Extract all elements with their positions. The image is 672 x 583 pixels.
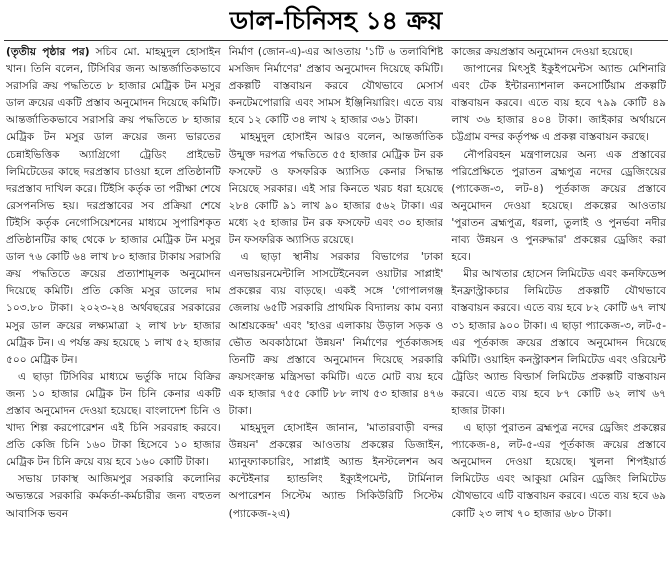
paragraph: নৌপরিবহন মন্ত্রণালয়ের অন্য এক প্রস্তাবের পরিপ্রেক্ষিতে পুরাতন ব্রহ্মপুত্র নদের ড্রেজিংয়ের (প্যাকেজ-৩, লট-৪) পূর্তকাজ ক্রয়ের প্রস্তাবে অনুমোদন দেওয়া হয়েছে। প্রকল্পের আওতায় 'পুরাতন ব্রহ্মপুত্র, ধরলা, তুলাই ও পুনর্ভবা নদীর নাব্য উন্নয়ন ও পুনরুদ্ধার' প্রকল্পের ড্রেজিং করা হবে।: [451, 148, 666, 264]
paragraph: নির্মাণ (জোন-এ)-এর আওতায় '১টি ৬ তলাবিশিষ্ট মসজিদ নির্মাণের' প্রস্তাব অনুমোদন দিয়েছে কমিটি। প্রকল্পটি বাস্তবায়ন করবে যৌথভাবে মেসার্স কনটেমপোরারি এবং সামস ইঞ্জিনিয়ারিং। এতে ব্যয় হবে ১২ কোটি ৩৪ লাখ ২ হাজার ৩৬১ টাকা।: [228, 46, 444, 127]
headline: ডাল-চিনিসহ ১৪ ক্রয়: [229, 6, 443, 35]
paragraph-text: সচিব মো. মাহমুদুল হোসাইন খান। তিনি বলেন, টিসিবির জন্য আন্তর্জাতিকভাবে সরাসরি ক্রয় পদ্ধতিতে ৮ হাজার মেট্রিক টন মসুর ডাল ক্রয়ের একটি প্রস্তাব অনুমোদন দিয়েছে কমিটি। আন্তর্জাতিকভাবে সরাসরি ক্রয় পদ্ধতিতে ৮ হাজার মেট্রিক টন মসুর ডাল ক্রয়ের জন্য ভারতের চেন্নাইভিত্তিক অ্যাগ্রিগো ট্রেডিং প্রাইভেট লিমিটেডের কাছে দরপ্রস্তাব চাওয়া হলে প্রতিষ্ঠানটি দরপ্রস্তাব দাখিল করে। টিইসি কর্তৃক তা পরীক্ষা শেষে রেসপনসিভ হয়। দরপ্রস্তাবের সব প্রক্রিয়া শেষে টিইসি কর্তৃক নেগোসিয়েশনের মাধ্যমে সুপারিশকৃত প্রতিষ্ঠানটির কাছ থেকে ৮ হাজার মেট্রিক টন মসুর ডাল ৭৬ কোটি ৬৪ লাখ ৮০ হাজার টাকায় সরাসরি ক্রয় পদ্ধতিতে ক্রয়ের প্রত্যাশামূলক অনুমোদন দিয়েছে কমিটি। প্রতি কেজি মসুর ডালের দাম ১০৩.৮০ টাকা। ২০২৩-২৪ অর্থবছরের সরকারের মসুর ডাল ক্রয়ের লক্ষ্যমাত্রা ২ লাখ ৮৮ হাজার মেট্রিক টন। এ পর্যন্ত ক্রয় হয়েছে ১ লাখ ৫২ হাজার ৫০০ মেট্রিক টন।: [6, 46, 221, 366]
headline-rule: [4, 40, 668, 41]
paragraph: কাজের ক্রয়প্রস্তাব অনুমোদন দেওয়া হয়েছে।: [451, 46, 633, 58]
article-body: [6, 44, 666, 580]
paragraph: মাহমুদুল হোসাইন জানান, 'মাতারবাড়ী বন্দর উন্নয়ন' প্রকল্পের আওতায় প্রকল্পের ডিজাইন, ম্যানুফ্যাকচারিং, সাপ্লাই অ্যান্ড ইনস্টলেশন অব কন্টেইনার হ্যান্ডলিং ইক্যুইপমেন্ট, টার্মিনাল অপারেশন সিস্টেম অ্যান্ড সিকিউরিটি সিস্টেম (প্যাকেজ-২এ): [228, 422, 444, 520]
paragraph: [6, 44, 221, 369]
continued-from-label: (তৃতীয় পৃষ্ঠার পর): [6, 46, 90, 58]
paragraph: এ ছাড়া পুরাতন ব্রহ্মপুত্র নদের ড্রেজিং প্রকল্পের প্যাকেজ-৪, লট-৫-এর পূর্তকাজ ক্রয়ের প্রস্তাবে অনুমোদন দেওয়া হয়েছে। খুলনা শিপইয়ার্ড লিমিটেড এবং আকুয়া মেরিন ড্রেজিং লিমিটেড যৌথভাবে এটি বাস্তবায়ন করবে। এতে ব্যয় হবে ৬৯ কোটি ২৩ লাখ ৭০ হাজার ৬৮০ টাকা।: [451, 422, 666, 520]
column-2: [229, 44, 444, 580]
column-3: [451, 44, 666, 580]
paragraph: সভায় ঢাকাস্থ আজিমপুর সরকারি কলোনির অভ্যন্তরে সরকারি কর্মকর্তা-কর্মচারীর জন্য বহুতল আবাসিক ভবন: [6, 473, 221, 520]
paragraph: মীর আখতার হোসেন লিমিটেড এবং কনফিডেন্স ইনফ্রাস্ট্রাকচার লিমিটেড প্রকল্পটি যৌথভাবে বাস্তবায়ন করবে। এতে ব্যয় হবে ৮২ কোটি ৬৭ লাখ ৩১ হাজার ৯০০ টাকা। এ ছাড়া প্যাকেজ-৩, লট-৫-এর পূর্তকাজ ক্রয়ের প্রস্তাবে অনুমোদন দিয়েছে কমিটি। ওয়াহিদ কনস্ট্রাকশন লিমিটেড এবং ওরিয়েন্ট ট্রেডিং অ্যান্ড বিল্ডার্স লিমিটেড প্রকল্পটি বাস্তবায়ন করবে। এতে ব্যয় হবে ৮৭ কোটি ৬২ লাখ ৬৭ হাজার টাকা।: [451, 268, 666, 417]
paragraph: মাহমুদুল হোসাইন আরও বলেন, আন্তর্জাতিক উন্মুক্ত দরপত্র পদ্ধতিতে ৫৫ হাজার মেট্রিক টন রক ফসফেট ও ফসফরিক অ্যাসিড কেনার সিদ্ধান্ত নিয়েছে সরকার। এই সার কিনতে খরচ ধরা হয়েছে ২৮৪ কোটি ৯১ লাখ ৯০ হাজার ৫৬২ টাকা। এর মধ্যে ২৫ হাজার টন রক ফসফেট এবং ৩০ হাজার টন ফসফরিক অ্যাসিড রয়েছে।: [228, 131, 444, 247]
column-1: [6, 44, 221, 580]
paragraph: এ ছাড়া স্থানীয় সরকার বিভাগের 'ঢাকা এনভায়রনমেন্টালি সাসটেইনেবল ওয়াটার সাপ্লাই' প্রকল্পের ব্যয় বাড়ছে। একই সঙ্গে 'গোপালগঞ্জ জেলায় ৬৫টি সরকারি প্রাথমিক বিদ্যালয় কাম বন্যা আশ্রয়কেন্দ্র' এবং 'হাওর এলাকায় উড়াল সড়ক ও ভৌত অবকাঠামো উন্নয়ন' নির্মাণের পূর্তকাজসহ তিনটি ক্রয় প্রস্তাবে অনুমোদন দিয়েছে সরকারি ক্রয়সংক্রান্ত মন্ত্রিসভা কমিটি। এতে মোট ব্যয় হবে এক হাজার ৭৫৫ কোটি ৮৮ লাখ ৫৩ হাজার ৪৭৬ টাকা।: [228, 251, 444, 417]
paragraph: জাপানের মিৎসুই ইকুইপমেন্টস অ্যান্ড মেশিনারি এবং টেক ইন্টারন্যাশনাল কনসোর্টিয়াম প্রকল্পটি বাস্তবায়ন করবে। এতে ব্যয় হবে ৭৯৯ কোটি ৪৯ লাখ ৩৬ হাজার ৪০৪ টাকা। জাইকার অর্থায়নে চট্টগ্রাম বন্দর কর্তৃপক্ষ এ প্রকল্প বাস্তবায়ন করছে।: [451, 63, 666, 144]
paragraph: এ ছাড়া টিসিবির মাধ্যমে ভর্তুকি দামে বিক্রির জন্য ১০ হাজার মেট্রিক টন চিনি কেনার একটি প্রস্তাব অনুমোদন দেওয়া হয়েছে। বাংলাদেশ চিনি ও খাদ্য শিল্প করপোরেশন এই চিনি সরবরাহ করবে। প্রতি কেজি চিনি ১৬০ টাকা হিসেবে ১০ হাজার মেট্রিক টন চিনি ক্রয়ে ব্যয় হবে ১৬০ কোটি টাকা।: [6, 370, 221, 469]
